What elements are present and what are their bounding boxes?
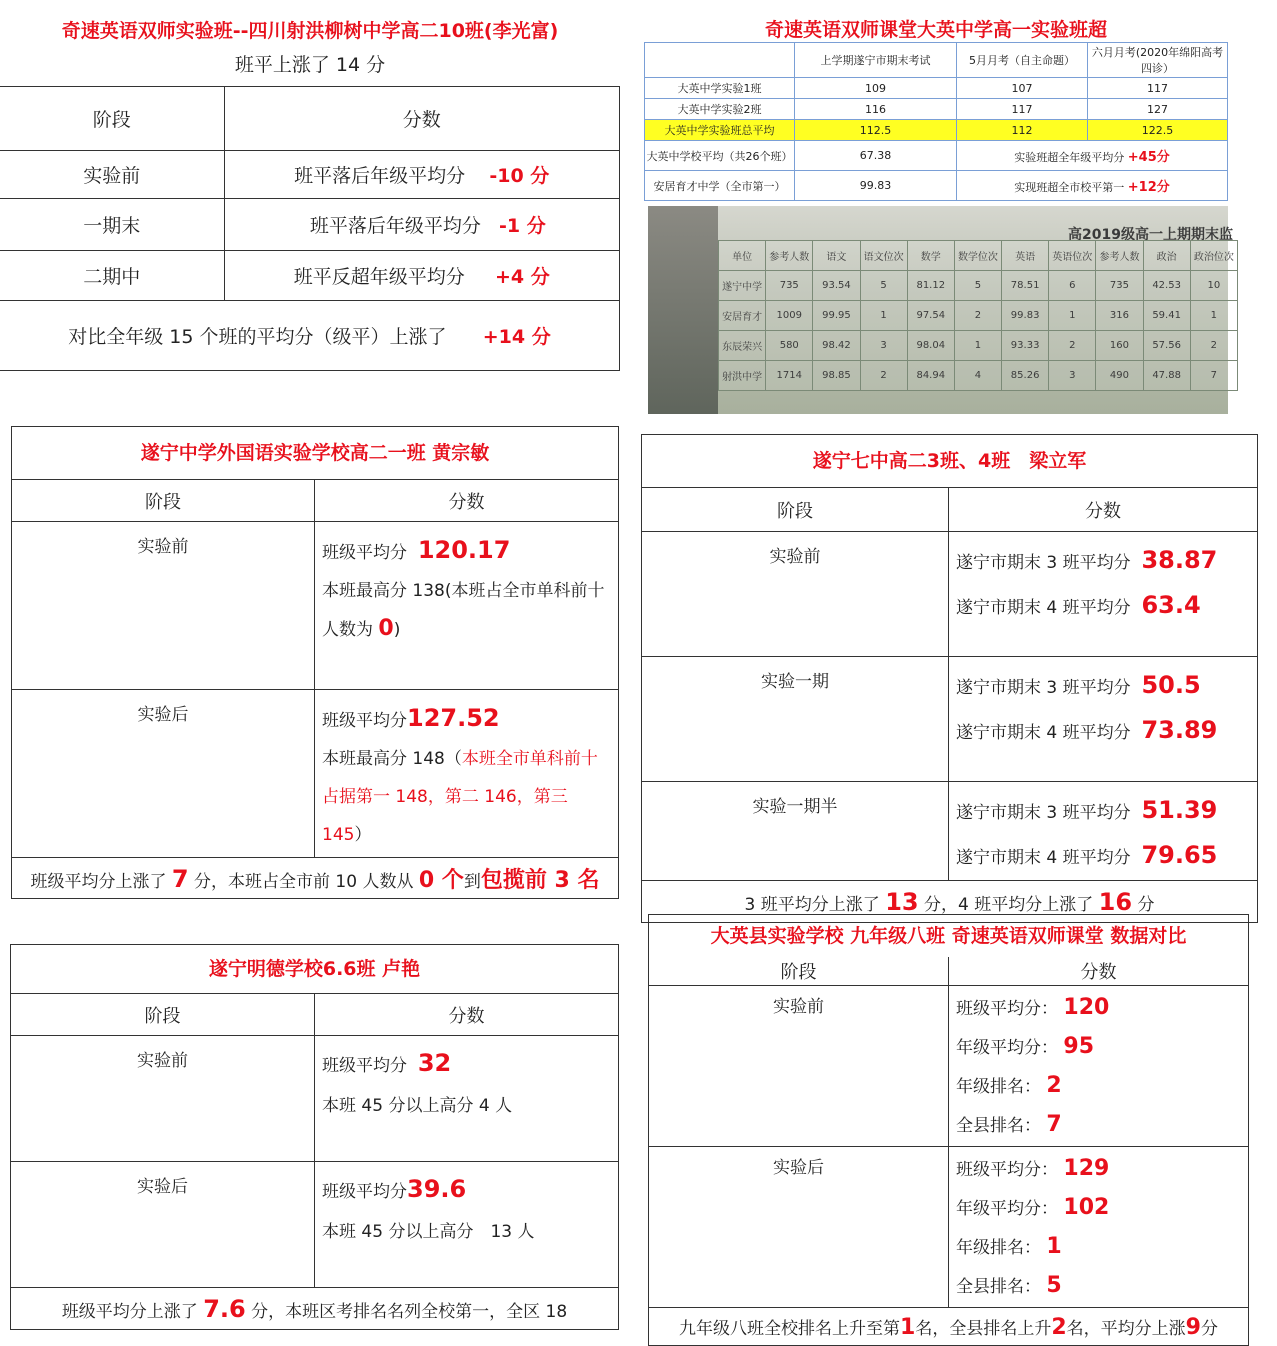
photo-cell: 42.53 bbox=[1143, 271, 1190, 301]
class4-value: 73.89 bbox=[1141, 716, 1218, 744]
grade-avg-value: 95 bbox=[1063, 1034, 1095, 1059]
photo-cell: 射洪中学 bbox=[719, 361, 766, 391]
score-text: 班平落后年级平均分 bbox=[294, 165, 466, 187]
grade-rank-value: 1 bbox=[1046, 1234, 1062, 1259]
class3-label: 遂宁市期末 3 班平均分 bbox=[956, 553, 1131, 573]
summary-text: 分 bbox=[1137, 894, 1155, 915]
panel2-table bbox=[644, 42, 1228, 201]
high-score-detail: 本班全市单科前十占据第一 148，第二 146，第三 145 bbox=[322, 749, 598, 845]
score-cell bbox=[224, 199, 620, 251]
photo-cell: 10 bbox=[1190, 271, 1237, 301]
photo-cell: 97.54 bbox=[907, 301, 954, 331]
stage-cell: 实验前 bbox=[0, 151, 224, 199]
photo-header: 参考人数 bbox=[1096, 241, 1143, 271]
photo-cell: 1 bbox=[1190, 301, 1237, 331]
high-score-close: ） bbox=[354, 825, 372, 845]
class4-label: 遂宁市期末 4 班平均分 bbox=[956, 723, 1131, 743]
panel-daying-experiment bbox=[644, 14, 1234, 414]
class-avg-value: 120 bbox=[1063, 995, 1110, 1020]
class-avg-value: 129 bbox=[1063, 1156, 1110, 1181]
high-score-close: ) bbox=[393, 620, 401, 640]
col-header: 六月月考(2020年绵阳高考四诊） bbox=[1088, 43, 1228, 78]
table-row bbox=[11, 1036, 619, 1162]
photo-header: 数学位次 bbox=[954, 241, 1001, 271]
score-value: -10 分 bbox=[489, 165, 550, 187]
score-cell bbox=[315, 1036, 619, 1162]
grade-rank-label: 年级排名： bbox=[956, 1077, 1041, 1097]
summary-text: 班级平均分上涨了 bbox=[61, 1301, 198, 1322]
stage-cell: 二期中 bbox=[0, 251, 224, 301]
summary-value: 16 bbox=[1098, 887, 1133, 916]
high-score-text: 本班最高分 138(本班占全市单科前十人数为 bbox=[322, 581, 605, 640]
photo-row bbox=[719, 271, 1238, 301]
summary-value: 9 bbox=[1185, 1314, 1201, 1340]
county-rank-value: 7 bbox=[1046, 1112, 1062, 1137]
score-cell bbox=[224, 151, 620, 199]
summary-cell bbox=[12, 858, 619, 899]
photo-row bbox=[719, 301, 1238, 331]
score-cell bbox=[949, 986, 1249, 1147]
photo-cell: 47.88 bbox=[1143, 361, 1190, 391]
panel-mingde-school bbox=[10, 944, 619, 1323]
stage-cell: 实验后 bbox=[649, 1147, 949, 1308]
county-rank-value: 5 bbox=[1046, 1273, 1062, 1298]
photo-header: 参考人数 bbox=[766, 241, 813, 271]
col-header: 上学期遂宁市期末考试 bbox=[795, 43, 957, 78]
panel4-table bbox=[641, 434, 1258, 923]
cell-value: 67.38 bbox=[795, 141, 957, 171]
photo-cell: 98.42 bbox=[813, 331, 860, 361]
table-row bbox=[642, 782, 1258, 881]
summary-row bbox=[11, 1288, 619, 1330]
photo-header: 单位 bbox=[719, 241, 766, 271]
table-row bbox=[0, 251, 620, 301]
table-row bbox=[12, 690, 619, 858]
panel6-table bbox=[648, 914, 1249, 1346]
high-score-text: 本班最高分 148（ bbox=[322, 749, 462, 769]
panel5-table bbox=[10, 944, 619, 1330]
photo-cell: 4 bbox=[954, 361, 1001, 391]
photo-cell: 1 bbox=[1049, 301, 1096, 331]
photo-cell: 2 bbox=[1049, 331, 1096, 361]
summary-text: 班级平均分上涨了 bbox=[30, 871, 167, 892]
photo-cell: 5 bbox=[860, 271, 907, 301]
high-score-text: 本班 45 分以上高分 4 人 bbox=[322, 1096, 513, 1116]
class3-value: 51.39 bbox=[1141, 796, 1218, 824]
avg-value: 32 bbox=[417, 1049, 452, 1077]
note-cell bbox=[957, 171, 1228, 201]
photo-row bbox=[719, 361, 1238, 391]
class3-label: 遂宁市期末 3 班平均分 bbox=[956, 803, 1131, 823]
photo-header: 语文 bbox=[813, 241, 860, 271]
table-row bbox=[649, 1147, 1249, 1308]
high-score-count: 0 bbox=[378, 616, 394, 641]
header-score: 分数 bbox=[949, 957, 1249, 986]
photo-cell: 2 bbox=[860, 361, 907, 391]
stage-cell: 实验前 bbox=[642, 532, 949, 657]
photo-cell: 1 bbox=[954, 331, 1001, 361]
header-score: 分数 bbox=[949, 488, 1258, 532]
panel-suining-no7 bbox=[641, 434, 1258, 916]
panel1-table bbox=[0, 86, 620, 371]
avg-label: 班级平均分 bbox=[322, 1182, 407, 1202]
score-cell bbox=[315, 690, 619, 858]
score-cell bbox=[949, 1147, 1249, 1308]
photo-cell: 3 bbox=[1049, 361, 1096, 391]
avg-value: 127.52 bbox=[407, 704, 500, 732]
county-rank-label: 全县排名： bbox=[956, 1277, 1041, 1297]
summary-cell bbox=[11, 1288, 619, 1330]
photo-dark-edge bbox=[648, 206, 718, 414]
class4-label: 遂宁市期末 4 班平均分 bbox=[956, 598, 1131, 618]
score-cell bbox=[949, 532, 1258, 657]
summary-value: 包揽前 3 名 bbox=[480, 867, 600, 893]
note-text: 实验班超全年级平均分 bbox=[1014, 151, 1125, 164]
table-row bbox=[12, 522, 619, 690]
score-cell bbox=[224, 251, 620, 301]
panel-liushu-class10 bbox=[0, 0, 620, 374]
summary-row bbox=[12, 858, 619, 899]
photo-cell: 98.04 bbox=[907, 331, 954, 361]
score-cell bbox=[949, 657, 1258, 782]
summary-text: 分，本班区考排名名列全校第一，全区 18 bbox=[251, 1301, 568, 1322]
photo-header: 政治 bbox=[1143, 241, 1190, 271]
grade-avg-label: 年级平均分： bbox=[956, 1038, 1058, 1058]
table-row bbox=[649, 986, 1249, 1147]
table-row bbox=[645, 99, 1228, 120]
header-stage: 阶段 bbox=[0, 87, 224, 151]
note-value: +12分 bbox=[1127, 180, 1170, 195]
panel-daying-grade9 bbox=[648, 914, 1249, 1340]
table-row bbox=[0, 151, 620, 199]
table-row bbox=[645, 171, 1228, 201]
grade-rank-label: 年级排名： bbox=[956, 1238, 1041, 1258]
photo-cell: 84.94 bbox=[907, 361, 954, 391]
panel3-table bbox=[11, 426, 619, 899]
summary-value: 0 个 bbox=[418, 867, 464, 893]
grade-avg-value: 102 bbox=[1063, 1195, 1110, 1220]
summary-text: 分，本班占全市前 10 人数从 bbox=[194, 871, 414, 892]
row-name: 安居育才中学（全市第一） bbox=[645, 171, 795, 201]
cell-value: 117 bbox=[1088, 78, 1228, 99]
panel1-subtitle: 班平上涨了 14 分 bbox=[234, 54, 386, 76]
photo-cell: 2 bbox=[1190, 331, 1237, 361]
table-row bbox=[642, 657, 1258, 782]
avg-value: 39.6 bbox=[407, 1175, 467, 1203]
panel3-title: 遂宁中学外国语实验学校高二一班 黄宗敏 bbox=[12, 427, 619, 480]
photo-row bbox=[719, 331, 1238, 361]
photo-cell: 316 bbox=[1096, 301, 1143, 331]
summary-text: 到 bbox=[463, 871, 481, 892]
cell-value: 112 bbox=[957, 120, 1088, 141]
score-value: -1 分 bbox=[499, 215, 546, 237]
photo-cell: 99.83 bbox=[1002, 301, 1049, 331]
photo-cell: 57.56 bbox=[1143, 331, 1190, 361]
stage-cell: 实验后 bbox=[12, 690, 315, 858]
summary-value: 2 bbox=[1051, 1314, 1067, 1340]
summary-row bbox=[649, 1308, 1249, 1346]
photo-cell: 735 bbox=[1096, 271, 1143, 301]
row-name: 大英中学实验2班 bbox=[645, 99, 795, 120]
row-name: 大英中学校平均（共26个班） bbox=[645, 141, 795, 171]
photo-cell: 93.54 bbox=[813, 271, 860, 301]
cell-value: 112.5 bbox=[795, 120, 957, 141]
photo-cell: 遂宁中学 bbox=[719, 271, 766, 301]
summary-text: 3 班平均分上涨了 bbox=[744, 894, 880, 915]
avg-value: 120.17 bbox=[417, 536, 511, 564]
summary-text: 名，平均分上涨 bbox=[1066, 1318, 1186, 1339]
stage-cell: 实验前 bbox=[11, 1036, 315, 1162]
photo-cell: 3 bbox=[860, 331, 907, 361]
table-row bbox=[642, 532, 1258, 657]
score-text: 班平落后年级平均分 bbox=[309, 215, 481, 237]
class4-value: 79.65 bbox=[1141, 841, 1218, 869]
class4-label: 遂宁市期末 4 班平均分 bbox=[956, 848, 1131, 868]
photo-cell: 1009 bbox=[766, 301, 813, 331]
class3-value: 38.87 bbox=[1141, 546, 1218, 574]
score-cell bbox=[315, 1162, 619, 1288]
header-score: 分数 bbox=[224, 87, 620, 151]
photo-cell: 5 bbox=[954, 271, 1001, 301]
score-cell bbox=[949, 782, 1258, 881]
stage-cell: 实验一期 bbox=[642, 657, 949, 782]
header-stage: 阶段 bbox=[642, 488, 949, 532]
row-name: 大英中学实验1班 bbox=[645, 78, 795, 99]
photo-cell: 93.33 bbox=[1002, 331, 1049, 361]
note-cell bbox=[957, 141, 1228, 171]
stage-cell: 实验一期半 bbox=[642, 782, 949, 881]
col-header: 5月月考（自主命题） bbox=[957, 43, 1088, 78]
class3-value: 50.5 bbox=[1141, 671, 1201, 699]
avg-label: 班级平均分 bbox=[322, 711, 407, 731]
photo-header: 英语 bbox=[1002, 241, 1049, 271]
photo-cell: 85.26 bbox=[1002, 361, 1049, 391]
header-score: 分数 bbox=[315, 994, 619, 1036]
grade-rank-value: 2 bbox=[1046, 1073, 1062, 1098]
panel1-title: 奇速英语双师实验班--四川射洪柳树中学高二10班(李光富) bbox=[61, 20, 559, 42]
class4-value: 63.4 bbox=[1141, 591, 1201, 619]
table-row bbox=[645, 141, 1228, 171]
summary-cell bbox=[0, 301, 620, 371]
class-avg-label: 班级平均分： bbox=[956, 1160, 1058, 1180]
score-cell bbox=[315, 522, 619, 690]
cell-value: 116 bbox=[795, 99, 957, 120]
avg-label: 班级平均分 bbox=[322, 1056, 407, 1076]
photo-cell: 6 bbox=[1049, 271, 1096, 301]
table-row-highlight bbox=[645, 120, 1228, 141]
avg-label: 班级平均分 bbox=[322, 543, 407, 563]
note-value: +45分 bbox=[1127, 150, 1170, 165]
photo-cell: 81.12 bbox=[907, 271, 954, 301]
high-score-text: 本班 45 分以上高分 13 人 bbox=[322, 1222, 535, 1242]
header-score: 分数 bbox=[315, 480, 619, 522]
score-text: 班平反超年级平均分 bbox=[293, 266, 465, 288]
summary-value: 7 bbox=[171, 864, 189, 893]
photo-header-row bbox=[719, 241, 1238, 271]
cell-value: 122.5 bbox=[1088, 120, 1228, 141]
class-avg-label: 班级平均分： bbox=[956, 999, 1058, 1019]
summary-cell bbox=[649, 1308, 1249, 1346]
photo-table bbox=[718, 240, 1238, 391]
photo-cell: 59.41 bbox=[1143, 301, 1190, 331]
cell-value: 117 bbox=[957, 99, 1088, 120]
photo-cell: 东辰荣兴 bbox=[719, 331, 766, 361]
header-stage: 阶段 bbox=[649, 957, 949, 986]
summary-value: +14 分 bbox=[482, 326, 551, 348]
header-stage: 阶段 bbox=[11, 994, 315, 1036]
exam-results-photo bbox=[648, 206, 1234, 414]
table-row bbox=[645, 78, 1228, 99]
summary-value: 7.6 bbox=[203, 1294, 246, 1323]
summary-text: 分 bbox=[1200, 1318, 1218, 1339]
stage-cell: 实验前 bbox=[649, 986, 949, 1147]
grade-avg-label: 年级平均分： bbox=[956, 1199, 1058, 1219]
panel-suining-foreign-lang bbox=[11, 426, 619, 893]
photo-cell: 安居育才 bbox=[719, 301, 766, 331]
note-text: 实现班超全市校平第一 bbox=[1014, 181, 1125, 194]
summary-text: 名，全县排名上升 bbox=[915, 1318, 1052, 1339]
cell-value: 127 bbox=[1088, 99, 1228, 120]
photo-cell: 735 bbox=[766, 271, 813, 301]
header-stage: 阶段 bbox=[12, 480, 315, 522]
photo-cell: 99.95 bbox=[813, 301, 860, 331]
photo-header: 英语位次 bbox=[1049, 241, 1096, 271]
photo-cell: 1714 bbox=[766, 361, 813, 391]
photo-cell: 160 bbox=[1096, 331, 1143, 361]
row-name: 大英中学实验班总平均 bbox=[645, 120, 795, 141]
photo-cell: 490 bbox=[1096, 361, 1143, 391]
photo-cell: 1 bbox=[860, 301, 907, 331]
panel5-title: 遂宁明德学校6.6班 卢艳 bbox=[11, 945, 619, 994]
panel6-title: 大英县实验学校 九年级八班 奇速英语双师课堂 数据对比 bbox=[649, 915, 1249, 958]
cell-value: 99.83 bbox=[795, 171, 957, 201]
photo-cell: 98.85 bbox=[813, 361, 860, 391]
table-row bbox=[11, 1162, 619, 1288]
cell-value: 107 bbox=[957, 78, 1088, 99]
stage-cell: 实验前 bbox=[12, 522, 315, 690]
photo-header: 政治位次 bbox=[1190, 241, 1237, 271]
summary-text: 九年级八班全校排名上升至第 bbox=[679, 1318, 901, 1339]
summary-value: 1 bbox=[900, 1314, 916, 1340]
summary-value: 13 bbox=[885, 887, 919, 916]
photo-cell: 78.51 bbox=[1002, 271, 1049, 301]
summary-text: 分，4 班平均分上涨了 bbox=[924, 894, 1094, 915]
score-value: +4 分 bbox=[494, 266, 550, 288]
photo-cell: 580 bbox=[766, 331, 813, 361]
photo-title: 高2019级高一上期期末监 bbox=[1068, 227, 1233, 243]
stage-cell: 一期末 bbox=[0, 199, 224, 251]
photo-header: 语文位次 bbox=[860, 241, 907, 271]
class3-label: 遂宁市期末 3 班平均分 bbox=[956, 678, 1131, 698]
summary-text: 对比全年级 15 个班的平均分（级平）上涨了 bbox=[68, 326, 447, 348]
photo-cell: 2 bbox=[954, 301, 1001, 331]
table-row bbox=[0, 199, 620, 251]
county-rank-label: 全县排名： bbox=[956, 1116, 1041, 1136]
photo-header: 数学 bbox=[907, 241, 954, 271]
panel4-title: 遂宁七中高二3班、4班 梁立军 bbox=[642, 435, 1258, 488]
stage-cell: 实验后 bbox=[11, 1162, 315, 1288]
cell-value: 109 bbox=[795, 78, 957, 99]
panel2-title: 奇速英语双师课堂大英中学高一实验班超 bbox=[764, 19, 1107, 41]
photo-cell: 7 bbox=[1190, 361, 1237, 391]
